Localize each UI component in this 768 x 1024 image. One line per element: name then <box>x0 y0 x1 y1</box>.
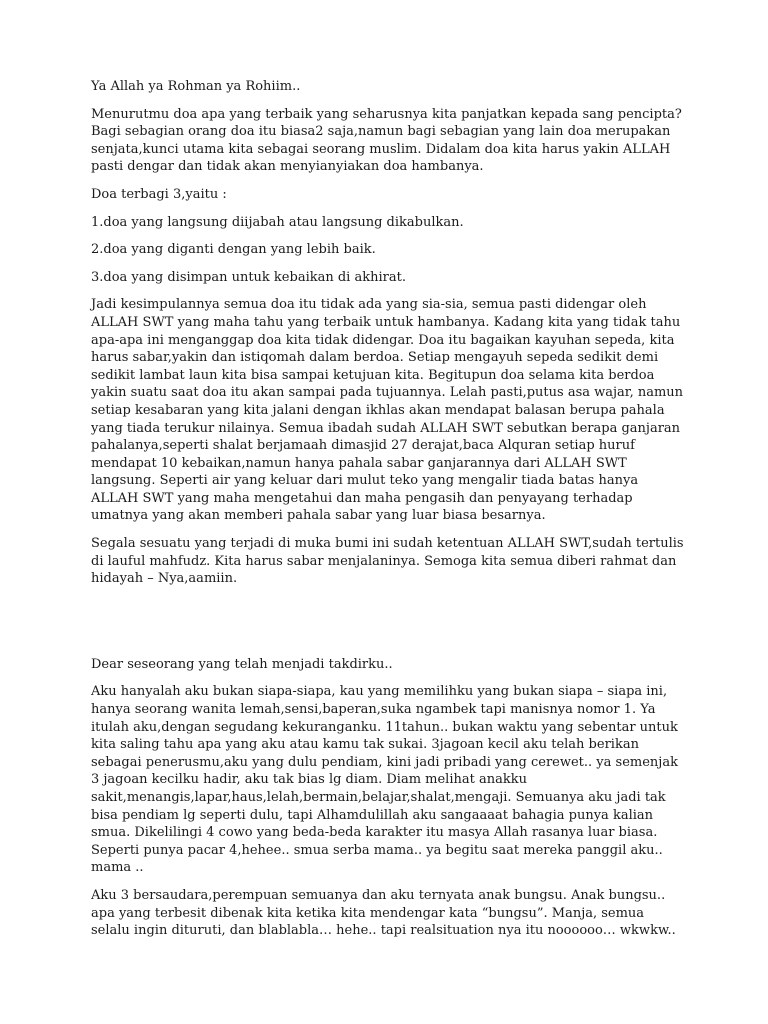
list-item: 1.doa yang langsung diijabah atau langsung dikabulkan. <box>91 214 464 230</box>
paragraph: Menurutmu doa apa yang terbaik yang seharusnya kita panjatkan kepada sang pencipta? Bagi sebagian orang doa itu biasa2 saja,namun bagi sebagian yang lain doa merupakan senjata,kunci utama kita sebagai seorang muslim. Didalam doa kita harus yakin ALLAH pasti dengar dan tidak akan menyianyiakan doa hambanya. <box>91 106 682 175</box>
paragraph: Jadi kesimpulannya semua doa itu tidak ada yang sia-sia, semua pasti didengar oleh ALLAH SWT yang maha tahu yang terbaik untuk hambanya. Kadang kita yang tidak tahu apa-apa ini menganggap doa kita tidak didengar. Doa itu bagaikan kayuhan sepeda, kita harus sabar,yakin dan istiqomah dalam berdoa. Setiap mengayuh sepeda sedikit demi sedikit lambat laun kita bisa sampai ketujuan kita. Begitupun doa selama kita berdoa yakin suatu saat doa itu akan sampai pada tujuannya. Lelah pasti,putus asa wajar, namun setiap kesabaran yang kita jalani dengan ikhlas akan mendapat balasan berupa pahala yang tiada terukur nilainya. Semua ibadah sudah ALLAH SWT sebutkan berapa ganjaran pahalanya,seperti shalat berjamaah dimasjid 27 derajat,baca Alquran setiap huruf mendapat 10 kebaikan,namun hanya pahala sabar ganjarannya dari ALLAH SWT langsung. Seperti air yang keluar dari mulut teko yang mengalir tiada batas hanya ALLAH SWT yang maha mengetahui dan maha pengasih dan penyayang terhadap umatnya yang akan memberi pahala sabar yang luar biasa besarnya. <box>91 297 684 524</box>
list-item: 2.doa yang diganti dengan yang lebih baik. <box>91 242 376 258</box>
section-title: Ya Allah ya Rohman ya Rohiim.. <box>91 79 301 94</box>
list-intro: Doa terbagi 3,yaitu : <box>91 186 227 202</box>
list-item: 3.doa yang disimpan untuk kebaikan di akhirat. <box>91 269 406 285</box>
section-title: Dear seseorang yang telah menjadi takdirku.. <box>91 656 393 672</box>
paragraph: Segala sesuatu yang terjadi di muka bumi ini sudah ketentuan ALLAH SWT,sudah tertulis di lauful mahfudz. Kita harus sabar menjalaninya. Semoga kita semua diberi rahmat dan hidayah – Nya,aamiin. <box>91 536 684 587</box>
paragraph: Aku hanyalah aku bukan siapa-siapa, kau yang memilihku yang bukan siapa – siapa ini, hanya seorang wanita lemah,sensi,baperan,suka ngambek tapi manisnya nomor 1. Ya itulah aku,dengan segudang kekuranganku. 11tahun.. bukan waktu yang sebentar untuk kita saling tahu apa yang aku atau kamu tak sukai. 3jagoan kecil aku telah berikan sebagai penerusmu,aku yang dulu pendiam, kini jadi pribadi yang cerewet.. ya semenjak 3 jagoan kecilku hadir, aku tak bias lg diam. Diam melihat anakku sakit,menangis,lapar,haus,lelah,bermain,belajar,shalat,mengaji. Semuanya aku jadi tak bisa pendiam lg seperti dulu, tapi Alhamdulillah aku sangaaaat bahagia punya kalian smua. Dikelilingi 4 cowo yang beda-beda karakter itu masya Allah rasanya luar biasa. Seperti punya pacar 4,hehee.. smua serba mama.. ya begitu saat mereka panggil aku.. mama .. <box>91 684 678 876</box>
section-gap <box>91 598 684 656</box>
section-doa <box>91 78 684 588</box>
section-letter <box>91 656 684 940</box>
paragraph: Aku 3 bersaudara,perempuan semuanya dan aku ternyata anak bungsu. Anak bungsu.. apa yang terbesit dibenak kita ketika kita mendengar kata “bungsu”. Manja, semua selalu ingin dituruti, dan blablabla… hehe.. tapi realsituation nya itu noooooo… wkwkw.. <box>91 887 676 939</box>
